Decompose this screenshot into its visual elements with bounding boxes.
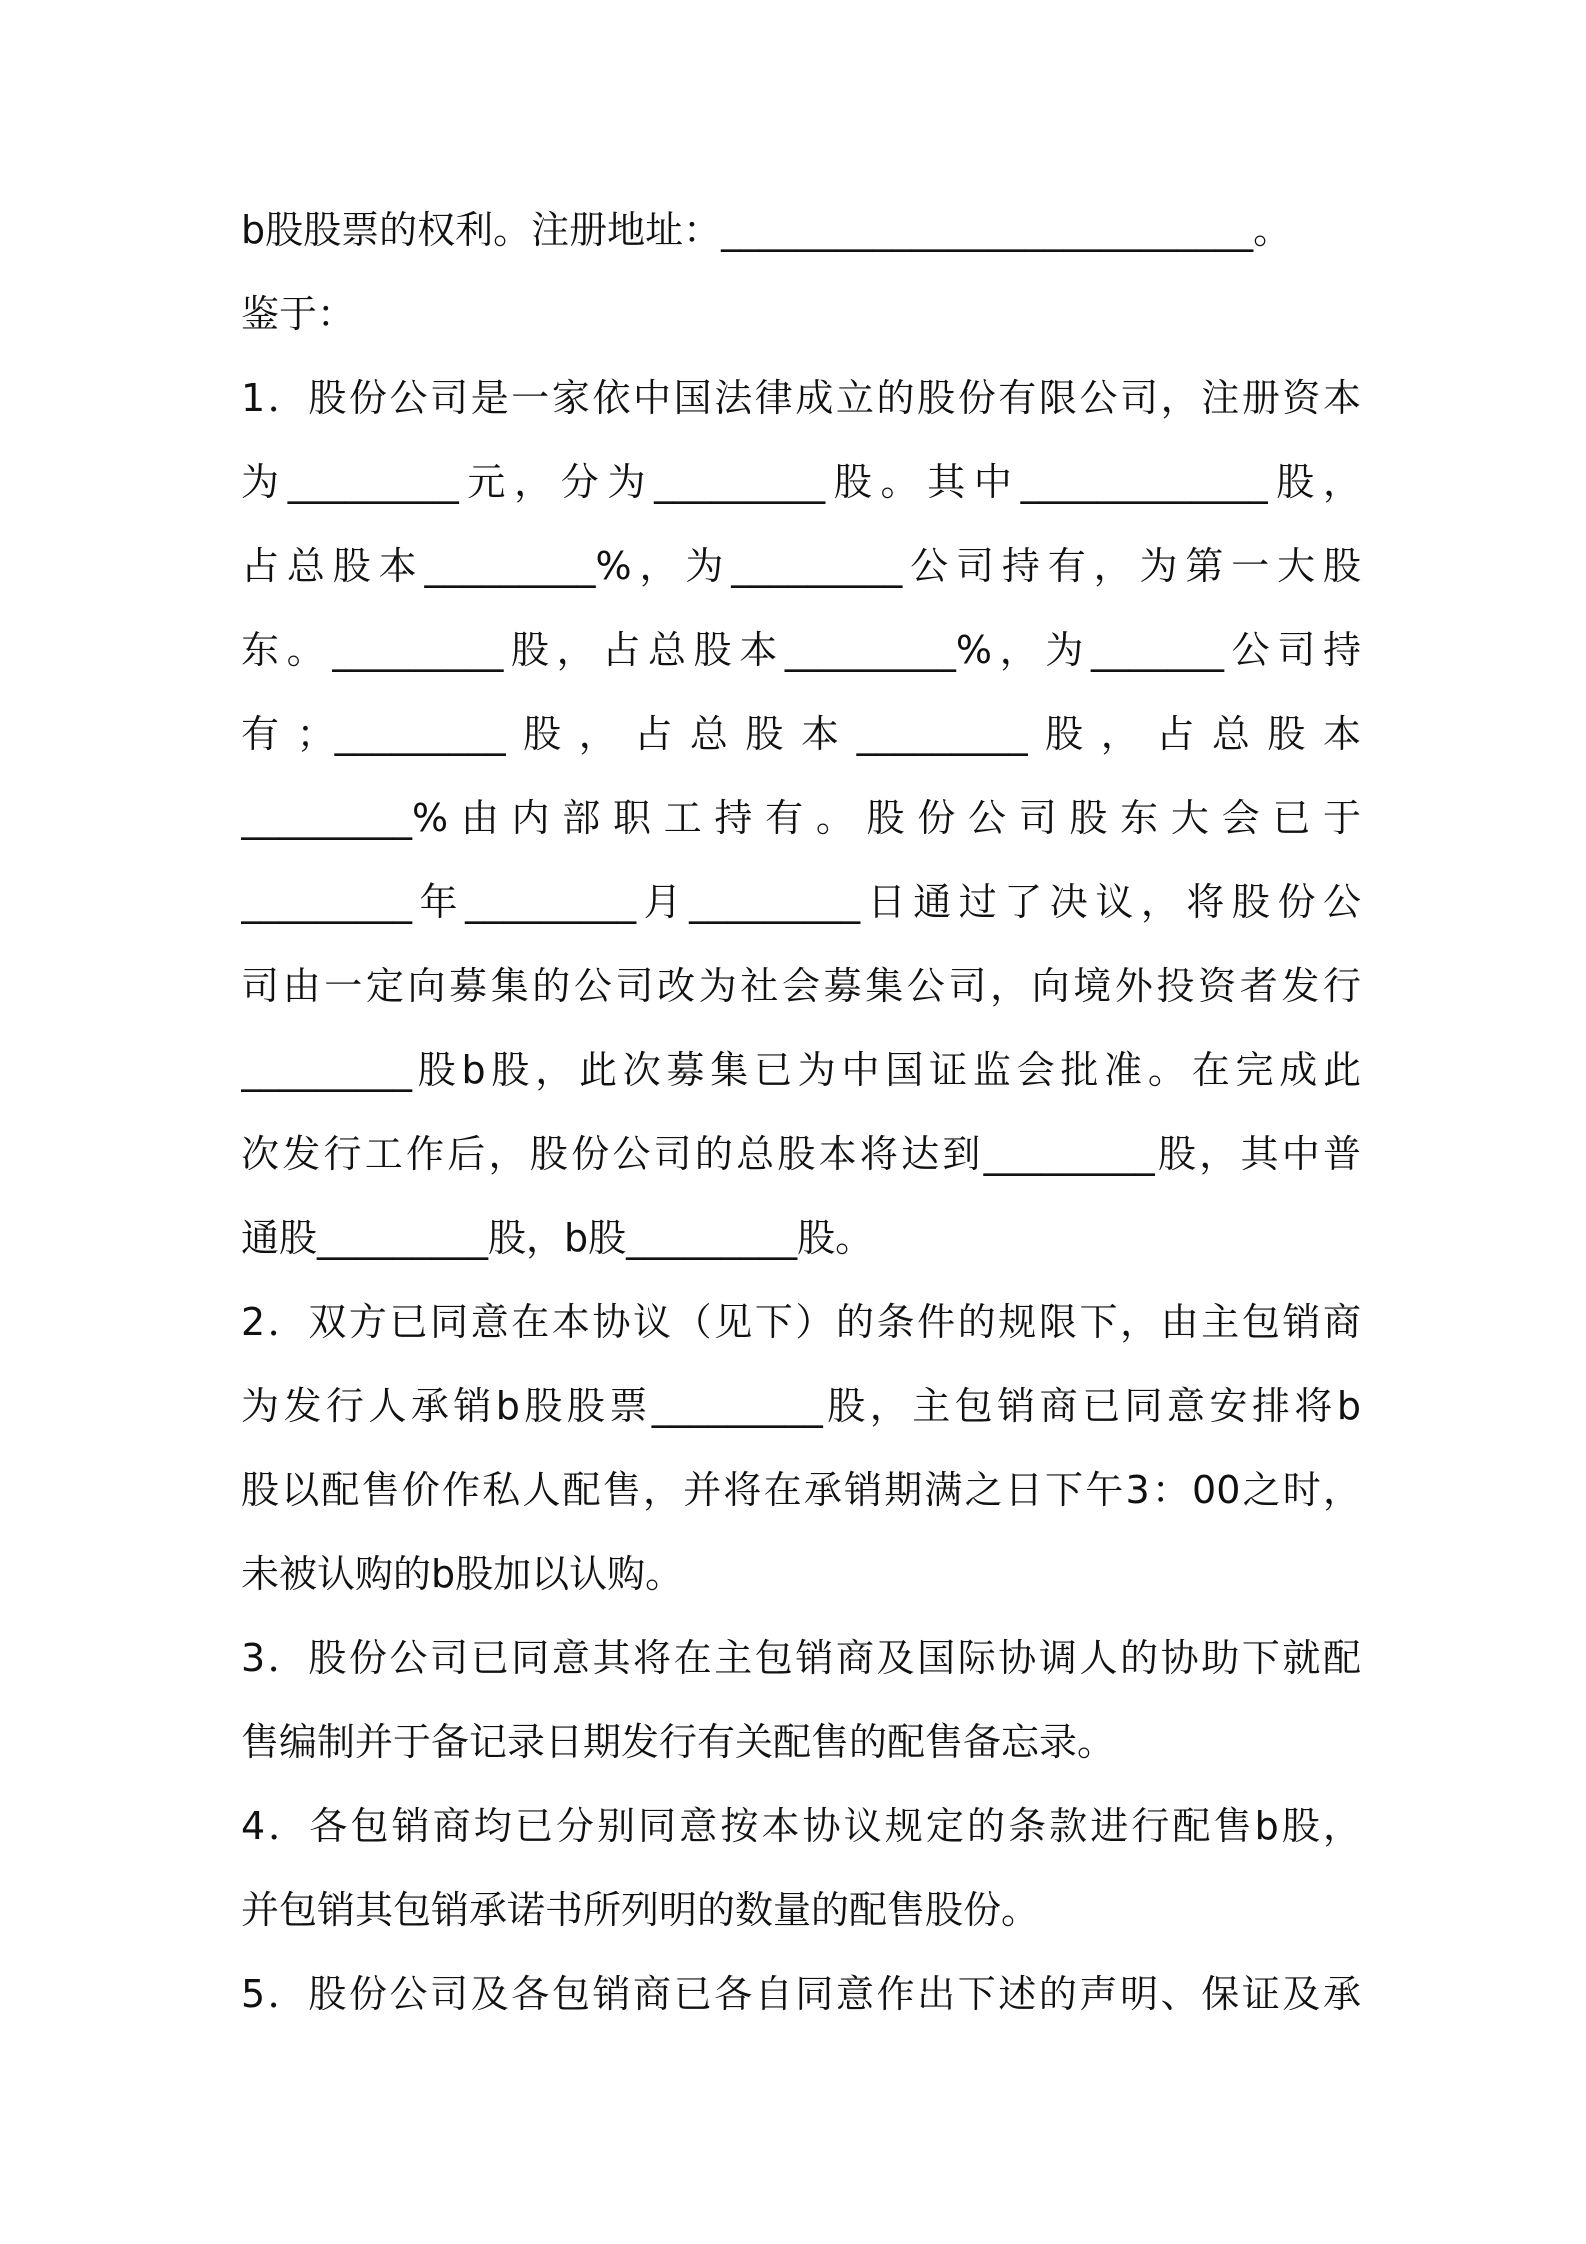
text-line: _________股b股，此次募集已为中国证监会批准。在完成此	[241, 1048, 1361, 1092]
text-line: 3．股份公司已同意其将在主包销商及国际协调人的协助下就配	[241, 1636, 1361, 1680]
text-line: 有；_________股，占总股本_________股，占总股本	[241, 712, 1361, 756]
text-line: 司由一定向募集的公司改为社会募集公司，向境外投资者发行	[241, 964, 1361, 1008]
text-line: 4．各包销商均已分别同意按本协议规定的条款进行配售b股，	[241, 1804, 1361, 1848]
text-line: 为发行人承销b股股票_________股，主包销商已同意安排将b	[241, 1384, 1361, 1428]
text-line: 通股_________股，b股_________股。	[241, 1216, 874, 1260]
text-line: 5．股份公司及各包销商已各自同意作出下述的声明、保证及承	[241, 1972, 1361, 2016]
text-line: 股以配售价作私人配售，并将在承销期满之日下午3：00之时，	[241, 1468, 1361, 1512]
text-line: 2．双方已同意在本协议（见下）的条件的规限下，由主包销商	[241, 1300, 1361, 1344]
text-line: 1．股份公司是一家依中国法律成立的股份有限公司，注册资本	[241, 376, 1361, 420]
text-line: 东。_________股，占总股本_________%，为_______公司持	[241, 628, 1361, 672]
text-line: 占总股本_________%，为_________公司持有，为第一大股	[241, 544, 1361, 588]
text-line: _________年_________月_________日通过了决议，将股份公	[241, 880, 1361, 924]
text-line: 并包销其包销承诺书所列明的数量的配售股份。	[241, 1888, 1040, 1932]
text-line: 未被认购的b股加以认购。	[241, 1552, 684, 1596]
text-line: 售编制并于备记录日期发行有关配售的配售备忘录。	[241, 1720, 1116, 1764]
text-line: 鉴于：	[241, 292, 356, 336]
text-line: 为_________元，分为_________股。其中_____________股，	[241, 460, 1361, 504]
text-line: _________%由内部职工持有。股份公司股东大会已于	[241, 796, 1361, 840]
text-line: b股股票的权利。注册地址：____________________________。	[241, 208, 1292, 252]
text-line: 次发行工作后，股份公司的总股本将达到_________股，其中普	[241, 1132, 1361, 1176]
